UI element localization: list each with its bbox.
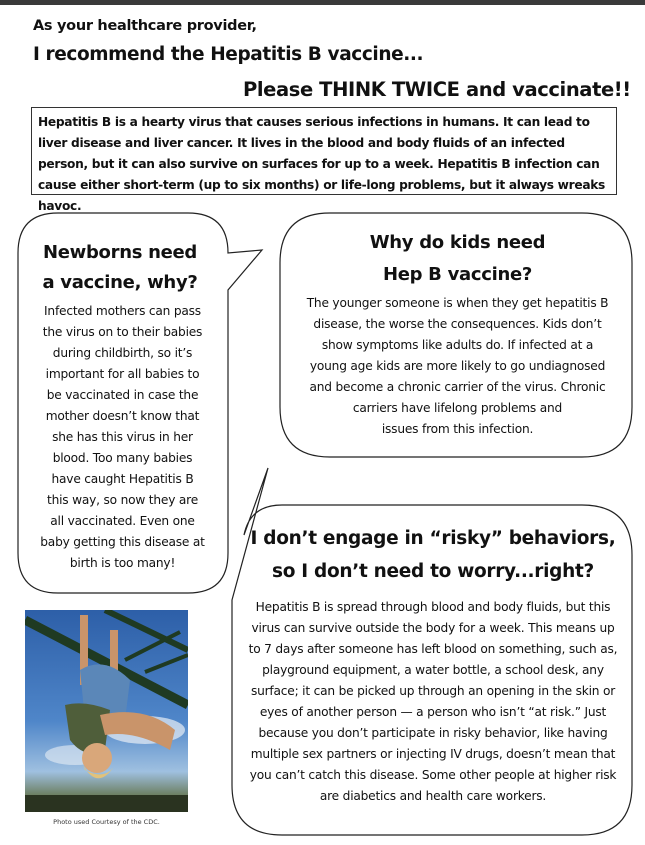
heading-line: Hep B vaccine?	[382, 264, 533, 285]
text-line: Infected mothers can pass	[44, 304, 201, 318]
photo-child-on-monkey-bars	[25, 610, 188, 812]
text-line: show symptoms like adults do. If infected at a	[321, 338, 594, 352]
heading-line: I don’t engage in “risky” behaviors,	[250, 528, 616, 549]
text-line: young age kids are more likely to go undiagnosed	[309, 359, 606, 373]
text-line: multiple sex partners or injecting IV drugs, doesn’t mean that	[250, 747, 616, 761]
text-line: issues from this infection.	[381, 422, 534, 436]
intro-box: Hepatitis B is a hearty virus that causes serious infections in humans. It can lead to liver disease and liver cancer. It lives in the blood and body fluids of an infected person, but it can also survive on surfaces for up to a week. Hepatitis B infection can cause either short-term (up to six months) or life-long problems, but it always wreaks havoc.	[31, 107, 617, 195]
heading-line: so I don’t need to worry...right?	[272, 561, 594, 582]
text-line: playground equipment, a water bottle, a school desk, any	[262, 663, 604, 677]
text-line: the virus on to their babies	[42, 325, 203, 339]
risky-heading	[236, 522, 630, 588]
kids-text	[285, 293, 630, 440]
photo-illustration	[25, 610, 188, 812]
header-line-2: I recommend the Hepatitis B vaccine...	[33, 44, 424, 65]
text-line: have caught Hepatitis B	[51, 472, 194, 486]
text-line: are diabetics and health care workers.	[319, 789, 547, 803]
text-line: to 7 days after someone has left blood on something, such as,	[248, 642, 618, 656]
text-line: carriers have lifelong problems and	[352, 401, 563, 415]
text-line: important for all babies to	[45, 367, 200, 381]
header-line-3: Please THINK TWICE and vaccinate!!	[243, 78, 631, 101]
risky-text	[236, 597, 630, 807]
text-line: baby getting this disease at	[40, 535, 205, 549]
text-line: blood. Too many babies	[52, 451, 193, 465]
text-line: she has this virus in her	[52, 430, 193, 444]
text-line: you can’t catch this disease. Some other people at higher risk	[249, 768, 617, 782]
text-line: mother doesn’t know that	[45, 409, 200, 423]
kids-heading	[285, 227, 630, 291]
text-line: this way, so now they are	[46, 493, 198, 507]
text-line: all vaccinated. Even one	[50, 514, 195, 528]
text-line: and become a chronic carrier of the virus. Chronic	[309, 380, 606, 394]
text-line: be vaccinated in case the	[46, 388, 199, 402]
text-line: surface; it can be picked up through an opening in the skin or	[250, 684, 616, 698]
text-line: virus can survive outside the body for a week. This means up	[251, 621, 615, 635]
newborns-text	[20, 301, 225, 574]
text-line: disease, the worse the consequences. Kids don’t	[313, 317, 602, 331]
text-line: Hepatitis B is spread through blood and body fluids, but this	[255, 600, 611, 614]
newborns-heading	[20, 238, 220, 298]
text-line: eyes of another person — a person who isn’t “at risk.” Just	[259, 705, 607, 719]
heading-line: a vaccine, why?	[42, 272, 198, 293]
header-line-1: As your healthcare provider,	[33, 18, 257, 34]
heading-line: Why do kids need	[369, 232, 546, 253]
heading-line: Newborns need	[42, 242, 198, 263]
text-line: because you don’t participate in risky behavior, like having	[258, 726, 608, 740]
text-line: birth is too many!	[69, 556, 176, 570]
text-line: during childbirth, so it’s	[52, 346, 193, 360]
text-line: The younger someone is when they get hepatitis B	[306, 296, 609, 310]
photo-credit: Photo used Courtesy of the CDC.	[53, 818, 160, 826]
